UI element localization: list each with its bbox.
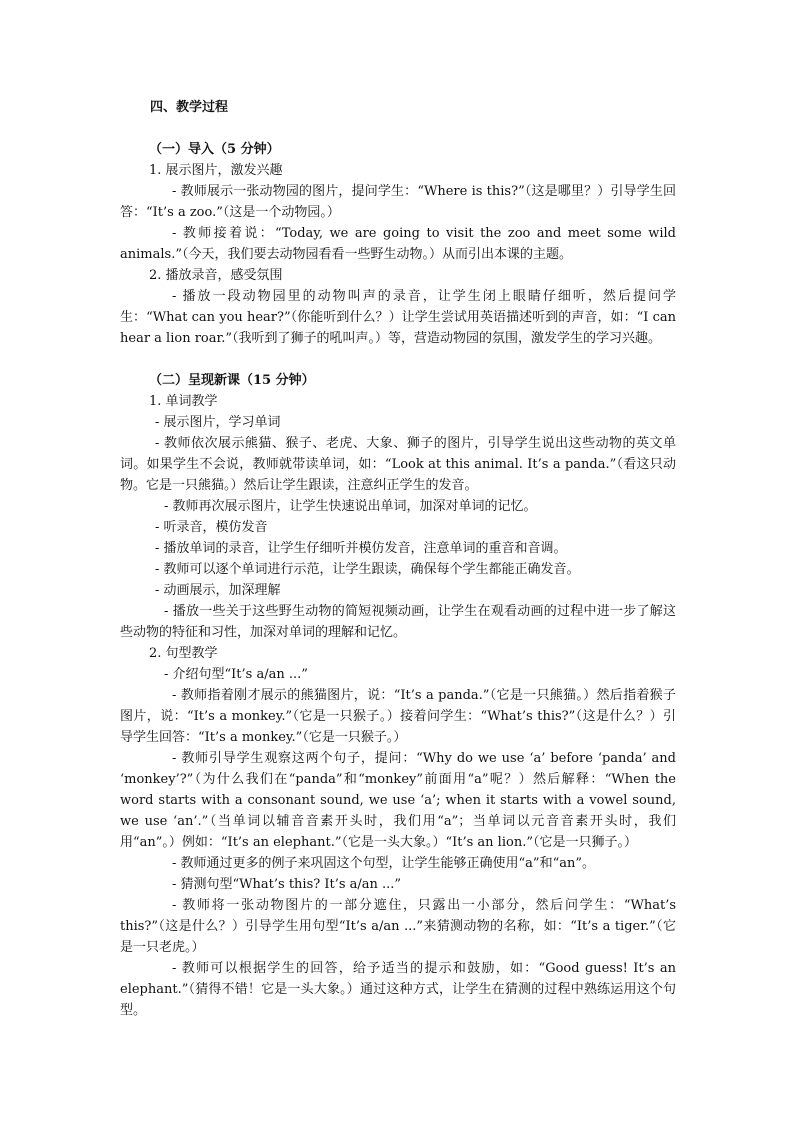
s2-sub-5: - 猜测句型“What’s this? It’s a/an ...” [172,877,402,892]
s1-paragraph-3: - 播放一段动物园里的动物叫声的录音，让学生闭上眼睛仔细听，然后提问学生：“What can you hear?”（你能听到什么？）让学生尝试用英语描述听到的声音，如：“I can hear a lion roar.”（我听到了狮子的吼叫声。）等，营造动物园的氛围，激发学生的学习兴趣。 [120,289,676,346]
s2-sub-3: - 动画展示，加深理解 [155,583,281,598]
s2-item2: 2. 句型教学 [149,646,218,661]
s2-item1: 1. 单词教学 [149,394,218,409]
s2-paragraph-1: - 教师依次展示熊猫、猴子、老虎、大象、狮子的图片，引导学生说出这些动物的英文单词。如果学生不会说，教师就带读单词，如：“Look at this animal. It’s a panda.”（看这只动物。它是一只熊猫。）然后让学生跟读，注意纠正学生的发音。 [120,436,676,493]
document-body [120,97,676,1021]
s2-paragraph-9: - 教师将一张动物图片的一部分遮住，只露出一小部分，然后问学生：“What’s this?”（这是什么？）引导学生用句型“It’s a/an ...”来猜测动物的名称，如：“It’s a tiger.”（它是一只老虎。） [120,898,676,955]
s2-sub-1: - 展示图片，学习单词 [155,415,281,430]
spacer [120,349,676,370]
s2-sub-4: - 介绍句型“It’s a/an ...” [164,667,308,682]
s1-item1: 1. 展示图片，激发兴趣 [149,163,283,178]
section-title: 四、教学过程 [150,100,229,115]
s2-paragraph-8: - 教师通过更多的例子来巩固这个句型，让学生能够正确使用“a”和“an”。 [172,856,595,871]
sec2-heading: （二）呈现新课（15 分钟） [149,373,315,388]
s1-paragraph-1: - 教师展示一张动物园的图片，提问学生：“Where is this?”（这是哪里？）引导学生回答：“It’s a zoo.”（这是一个动物园。） [120,184,676,220]
s2-sub-2: - 听录音，模仿发音 [155,520,268,535]
s2-paragraph-5: - 播放一些关于这些野生动物的简短视频动画，让学生在观看动画的过程中进一步了解这些动物的特征和习性，加深对单词的理解和记忆。 [120,604,676,640]
s2-paragraph-10: - 教师可以根据学生的回答，给予适当的提示和鼓励，如：“Good guess! It’s an elephant.”（猜得不错！它是一头大象。）通过这种方式，让学生在猜测的过程中熟练运用这个句型。 [120,961,676,1018]
s2-paragraph-6: - 教师指着刚才展示的熊猫图片，说：“It’s a panda.”（它是一只熊猫。）然后指着猴子图片，说：“It’s a monkey.”（它是一只猴子。）接着问学生：“What’s this?”（这是什么？）引导学生回答：“It’s a monkey.”（它是一只猴子。） [120,688,676,745]
s2-paragraph-4: - 教师可以逐个单词进行示范，让学生跟读，确保每个学生都能正确发音。 [155,562,580,577]
s2-paragraph-2: - 教师再次展示图片，让学生快速说出单词，加深对单词的记忆。 [164,499,537,514]
s2-paragraph-7: - 教师引导学生观察这两个句子，提问：“Why do we use ‘a’ before ‘panda’ and ‘monkey’?”（为什么我们在“panda”和“monkey”前面用“a”呢？）然后解释：“When the word starts with a consonant sound, we use ‘a’; when it starts with a vowel sound, we use ‘an’.”（当单词以辅音音素开头时，我们用“a”；当单词以元音音素开头时，我们用“an”。）例如：“It’s an elephant.”（它是一头大象。）“It’s an lion.”（它是一只狮子。） [120,751,676,850]
s1-item2: 2. 播放录音，感受氛围 [149,268,283,283]
sec1-heading: （一）导入（5 分钟） [149,142,280,157]
s1-paragraph-2: - 教师接着说：“Today, we are going to visit the zoo and meet some wild animals.”（今天，我们要去动物园看看一些野生动物。）从而引出本课的主题。 [120,226,676,262]
s2-paragraph-3: - 播放单词的录音，让学生仔细听并模仿发音，注意单词的重音和音调。 [155,541,567,556]
